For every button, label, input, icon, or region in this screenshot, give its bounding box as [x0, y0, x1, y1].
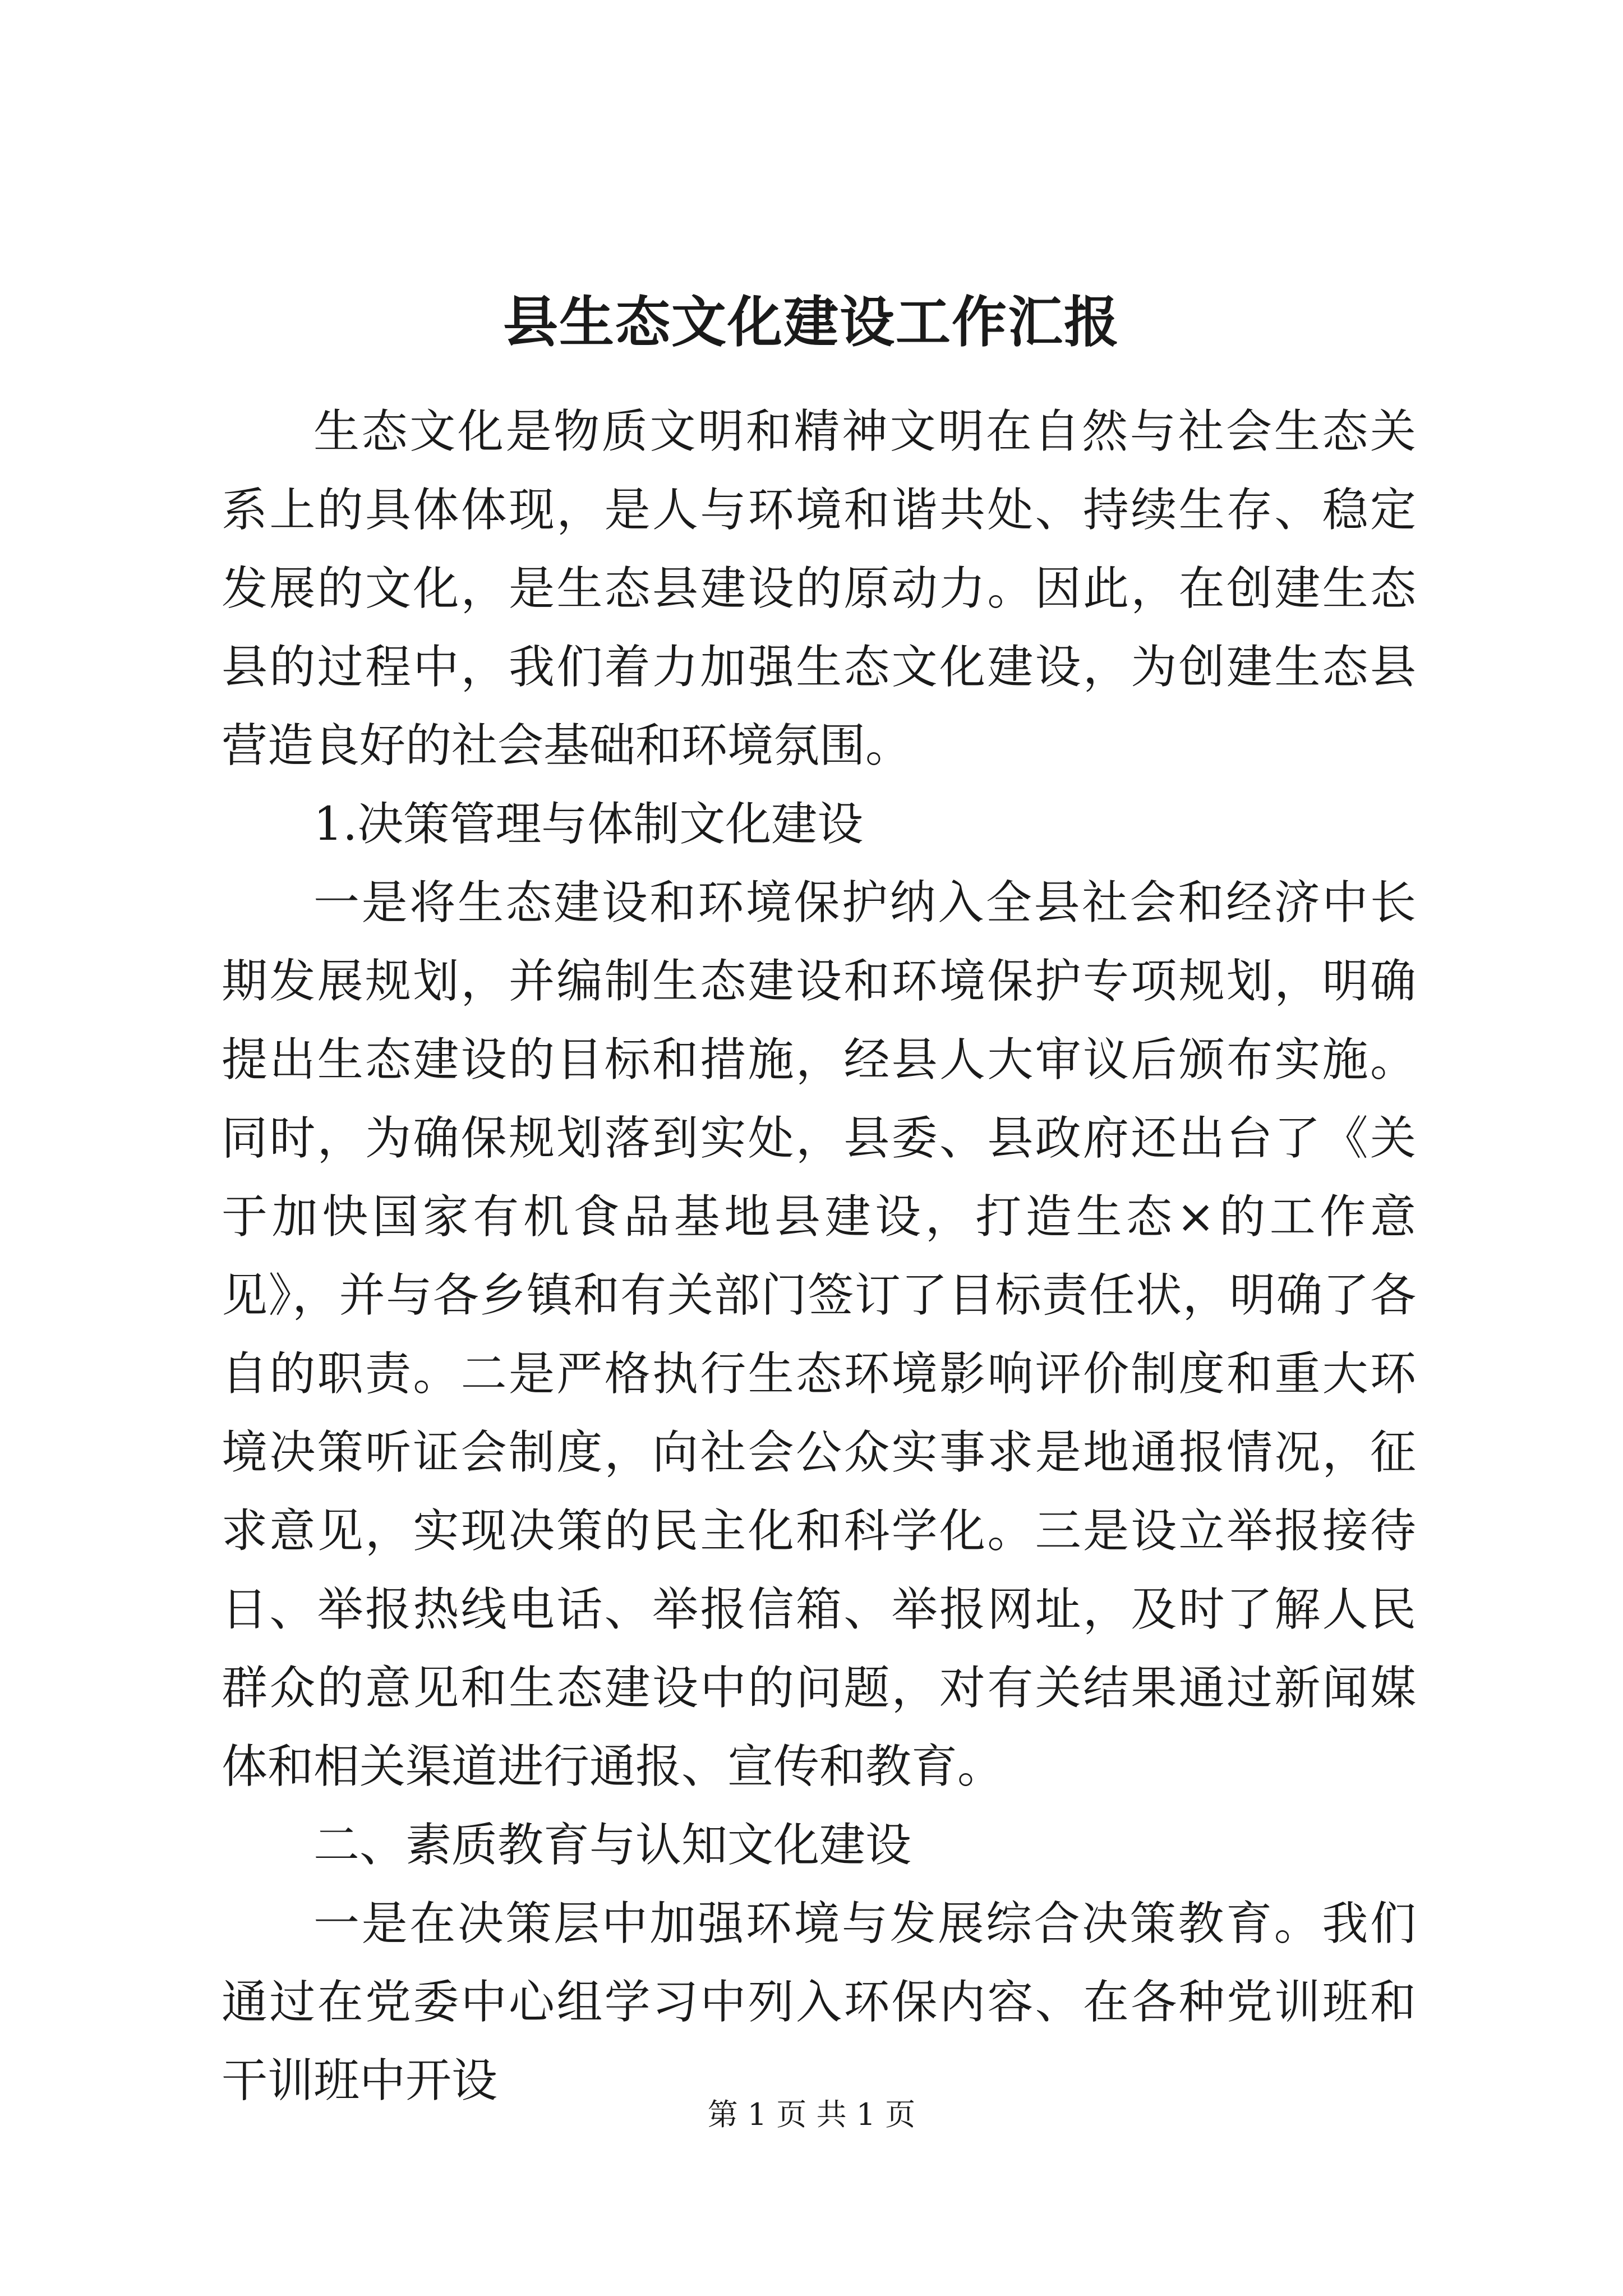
document-title: 县生态文化建设工作汇报: [502, 290, 1120, 355]
section-heading-1: 1.决策管理与体制文化建设: [313, 798, 864, 851]
section-2-paragraph: 一是在决策层中加强环境与发展综合决策教育。我们通过在党委中心组学习中列入环保内容、在各种党训班和干训班中开设: [222, 1897, 1416, 2108]
section-1-paragraph: 一是将生态建设和环境保护纳入全县社会和经济中长期发展规划，并编制生态建设和环境保护专项规划，明确提出生态建设的目标和措施，经县人大审议后颁布实施。同时，为确保规划落到实处，县委、县政府还出台了《关于加快国家有机食品基地县建设，打造生态×的工作意见》，并与各乡镇和有关部门签订了目标责任状，明确了各自的职责。二是严格执行生态环境影响评价制度和重大环境决策听证会制度，向社会公众实事求是地通报情况，征求意见，实现决策的民主化和科学化。三是设立举报接待日、举报热线电话、举报信箱、举报网址，及时了解人民群众的意见和生态建设中的问题，对有关结果通过新闻媒体和相关渠道进行通报、宣传和教育。: [222, 876, 1416, 1793]
page-footer: 第 1 页 共 1 页: [707, 2097, 916, 2132]
document-body: [222, 393, 1416, 2120]
section-heading-2: 二、素质教育与认知文化建设: [313, 1819, 912, 1872]
intro-paragraph: 生态文化是物质文明和精神文明在自然与社会生态关系上的具体体现，是人与环境和谐共处、持续生存、稳定发展的文化，是生态县建设的原动力。因此，在创建生态县的过程中，我们着力加强生态文化建设，为创建生态县营造良好的社会基础和环境氛围。: [222, 405, 1416, 772]
